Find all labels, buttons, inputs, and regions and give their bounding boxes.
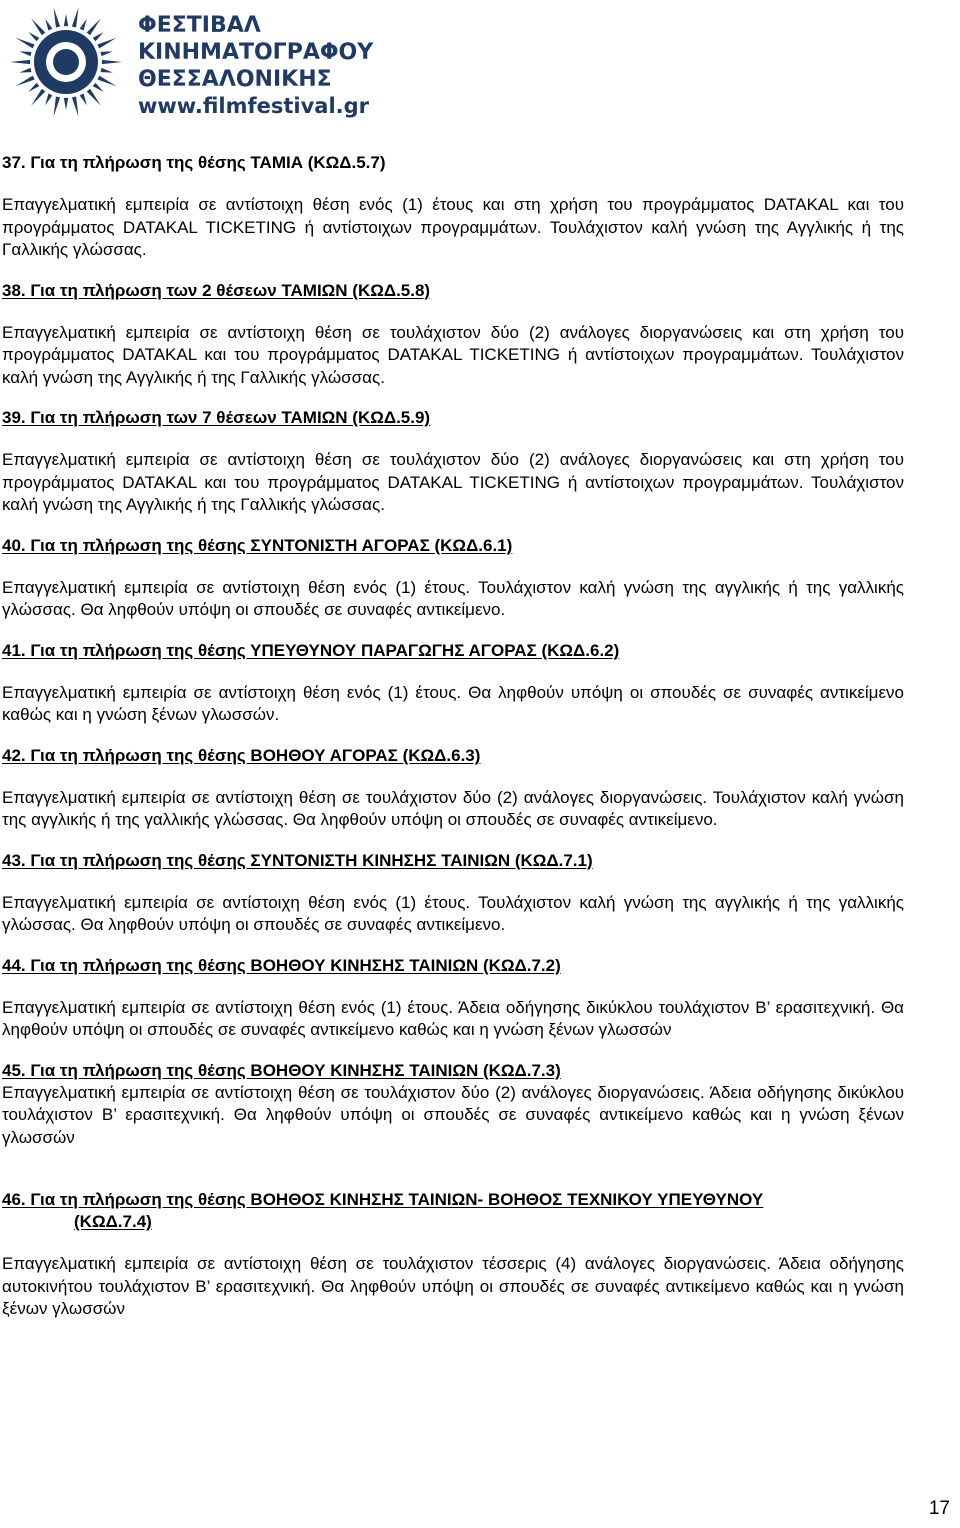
section-body: Επαγγελματική εμπειρία σε αντίστοιχη θέση σε τουλάχιστον δύο (2) ανάλογες διοργανώσεις. Τουλάχιστον καλή γνώση της αγγλικής ή της γαλλικής γλώσσας. Θα ληφθούν υπόψη οι σπουδές σε συναφές αντικείμενο.	[2, 787, 904, 829]
section-45	[2, 1060, 904, 1150]
section-43	[2, 850, 904, 937]
section-body: Επαγγελματική εμπειρία σε αντίστοιχη θέση σε τουλάχιστον δύο (2) ανάλογες διοργανώσεις. Άδεια οδήγησης δικύκλου τουλάχιστον Β’ ερασιτεχνική. Θα ληφθούν υπόψη οι σπουδές σε συναφές αντικείμενο καθώς και η γνώση ξένων γλωσσών	[2, 1082, 904, 1147]
festival-logo-wordmark	[138, 12, 373, 120]
section-44	[2, 955, 904, 1042]
festival-website-link[interactable]: www.filmfestival.gr	[138, 94, 370, 118]
section-heading: 37. Για τη πλήρωση της θέσης ΤΑΜΙΑ (ΚΩΔ.5.7)	[2, 153, 386, 172]
section-heading: 39. Για τη πλήρωση των 7 θέσεων ΤΑΜΙΩΝ (ΚΩΔ.5.9)	[2, 408, 431, 427]
section-body: Επαγγελματική εμπειρία σε αντίστοιχη θέση ενός (1) έτους. Τουλάχιστον καλή γνώση της αγγλικής ή της γαλλικής γλώσσας. Θα ληφθούν υπόψη οι σπουδές σε συναφές αντικείμενο.	[2, 892, 904, 934]
section-body: Επαγγελματική εμπειρία σε αντίστοιχη θέση σε τουλάχιστον τέσσερις (4) ανάλογες διοργανώσεις. Άδεια οδήγησης αυτοκινήτου τουλάχιστον Β’ ερασιτεχνική. Θα ληφθούν υπόψη οι σπουδές σε συναφές αντικείμενο καθώς και η γνώση ξένων γλωσσών	[2, 1254, 904, 1318]
section-body: Επαγγελματική εμπειρία σε αντίστοιχη θέση ενός (1) έτους. Άδεια οδήγησης δικύκλου τουλάχιστον Β’ ερασιτεχνική. Θα ληφθούν υπόψη οι σπουδές σε συναφές αντικείμενο καθώς και η γνώση ξένων γλωσσών	[2, 997, 904, 1039]
section-heading: 42. Για τη πλήρωση της θέσης ΒΟΗΘΟΥ ΑΓΟΡΑΣ (ΚΩΔ.6.3)	[2, 745, 481, 765]
logo-line-3: ΘΕΣΣΑΛΟΝΙΚΗΣ	[138, 67, 332, 92]
page-number: 17	[928, 1498, 950, 1519]
section-heading: 45. Για τη πλήρωση της θέσης ΒΟΗΘΟΥ ΚΙΝΗΣΗΣ ΤΑΙΝΙΩΝ (ΚΩΔ.7.3)	[2, 1060, 561, 1080]
festival-header	[8, 4, 408, 122]
section-heading	[2, 1189, 904, 1233]
logo-line-1: ΦΕΣΤΙΒΑΛ	[138, 13, 261, 38]
section-38	[2, 280, 904, 390]
document-content	[2, 152, 904, 1321]
section-37	[2, 152, 904, 262]
section-body: Επαγγελματική εμπειρία σε αντίστοιχη θέση σε τουλάχιστον δύο (2) ανάλογες διοργανώσεις και στη χρήση του προγράμματος DATAKAL και του προγράμματος DATAKAL TICKETING ή αντίστοιχων προγραμμάτων. Τουλάχιστον καλή γνώση της Αγγλικής ή της Γαλλικής γλώσσας.	[2, 450, 904, 514]
section-46	[2, 1189, 904, 1321]
section-39	[2, 407, 904, 517]
section-heading: 44. Για τη πλήρωση της θέσης ΒΟΗΘΟΥ ΚΙΝΗΣΗΣ ΤΑΙΝΙΩΝ (ΚΩΔ.7.2)	[2, 955, 561, 975]
section-42	[2, 745, 904, 832]
section-heading-code: (ΚΩΔ.7.4)	[74, 1212, 152, 1231]
section-heading-main: 46. Για τη πλήρωση της θέσης ΒΟΗΘΟΣ ΚΙΝΗΣΗΣ ΤΑΙΝΙΩΝ- ΒΟΗΘΟΣ ΤΕΧΝΙΚΟΥ ΥΠΕΥΘΥΝΟΥ	[2, 1190, 764, 1209]
festival-sun-logo-icon	[8, 4, 132, 122]
logo-line-2: ΚΙΝΗΜΑΤΟΓΡΑΦΟΥ	[138, 40, 374, 65]
section-heading: 43. Για τη πλήρωση της θέσης ΣΥΝΤΟΝΙΣΤΗ ΚΙΝΗΣΗΣ ΤΑΙΝΙΩΝ (ΚΩΔ.7.1)	[2, 850, 593, 870]
section-body: Επαγγελματική εμπειρία σε αντίστοιχη θέση ενός (1) έτους. Θα ληφθούν υπόψη οι σπουδές σε συναφές αντικείμενο καθώς και η γνώση ξένων γλωσσών.	[2, 682, 904, 724]
section-body: Επαγγελματική εμπειρία σε αντίστοιχη θέση ενός (1) έτους και στη χρήση του προγράμματος DATAKAL και του προγράμματος DATAKAL TICKETING ή αντίστοιχων προγραμμάτων. Τουλάχιστον καλή γνώση της Αγγλικής ή της Γαλλικής γλώσσας.	[2, 195, 904, 259]
section-41	[2, 640, 904, 727]
section-heading: 41. Για τη πλήρωση της θέσης ΥΠΕΥΘΥΝΟΥ ΠΑΡΑΓΩΓΗΣ ΑΓΟΡΑΣ (ΚΩΔ.6.2)	[2, 640, 620, 660]
section-heading: 38. Για τη πλήρωση των 2 θέσεων ΤΑΜΙΩΝ (ΚΩΔ.5.8)	[2, 280, 431, 300]
section-body: Επαγγελματική εμπειρία σε αντίστοιχη θέση σε τουλάχιστον δύο (2) ανάλογες διοργανώσεις και στη χρήση του προγράμματος DATAKAL και του προγράμματος DATAKAL TICKETING ή αντίστοιχων προγραμμάτων. Τουλάχιστον καλή γνώση της Αγγλικής ή της Γαλλικής γλώσσας.	[2, 322, 904, 387]
section-heading: 40. Για τη πλήρωση της θέσης ΣΥΝΤΟΝΙΣΤΗ ΑΓΟΡΑΣ (ΚΩΔ.6.1)	[2, 535, 513, 555]
section-body: Επαγγελματική εμπειρία σε αντίστοιχη θέση ενός (1) έτους. Τουλάχιστον καλή γνώση της αγγλικής ή της γαλλικής γλώσσας. Θα ληφθούν υπόψη οι σπουδές σε συναφές αντικείμενο.	[2, 577, 904, 619]
section-40	[2, 535, 904, 622]
